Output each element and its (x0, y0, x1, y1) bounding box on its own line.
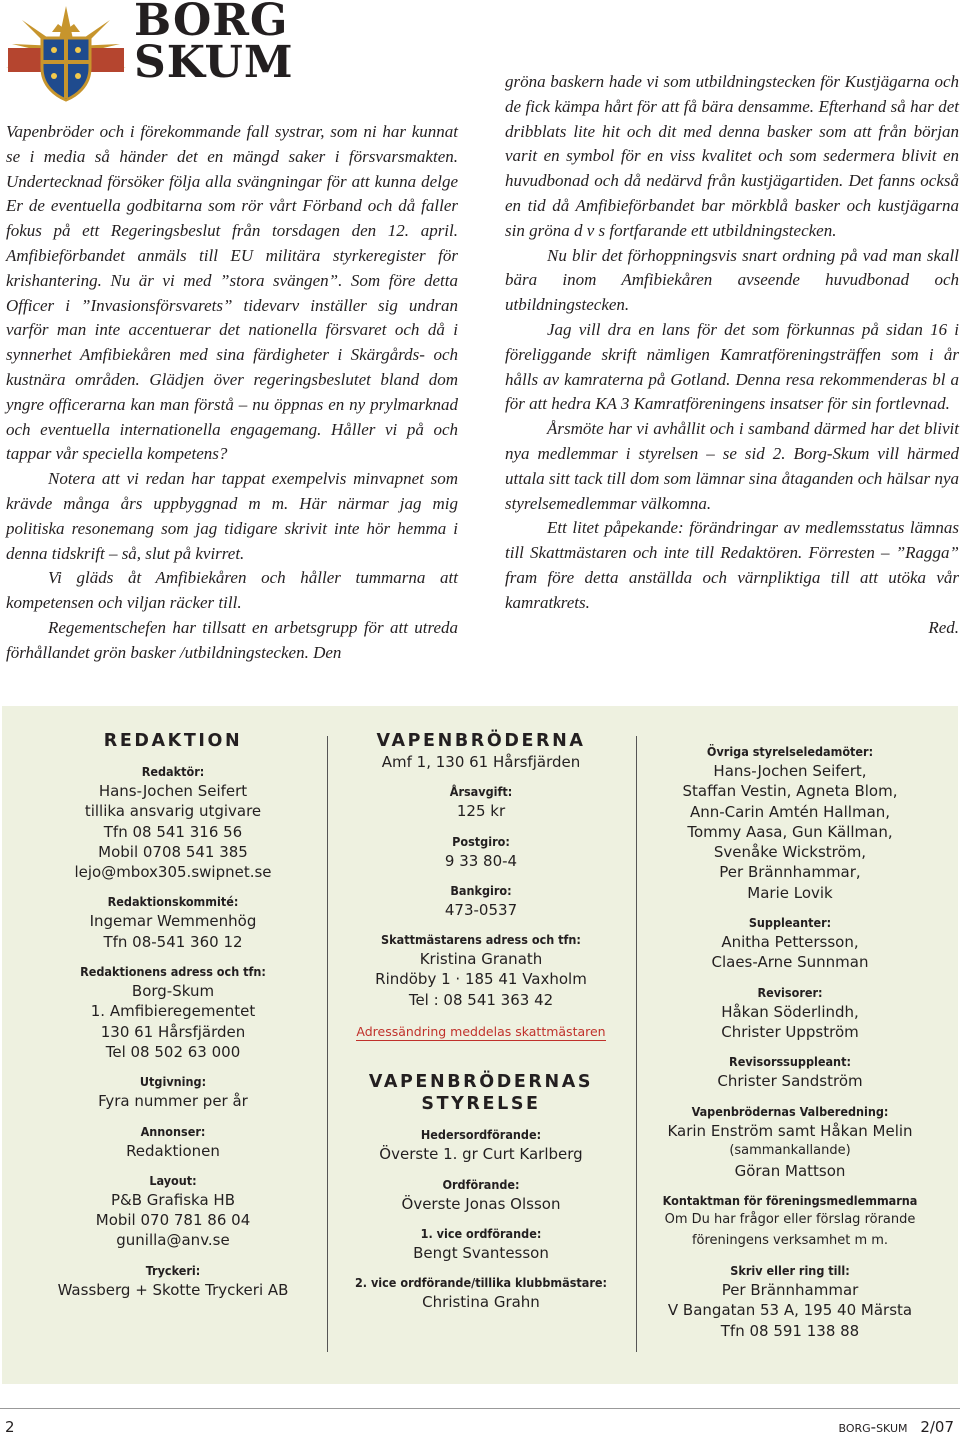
info-line: Bengt Svantesson (413, 1243, 549, 1262)
info-line: Tel 08 502 63 000 (105, 1042, 241, 1061)
vapenbroderna-heading: VAPENBRÖDERNA (376, 731, 586, 751)
right-column (505, 70, 959, 640)
redaktion-items (28, 762, 318, 1300)
info-line: Fyra nummer per år (98, 1092, 248, 1111)
info-line: Staffan Vestin, Agneta Blom, (682, 782, 898, 801)
info-label: Utgivning: (139, 1074, 207, 1090)
info-label: Övriga styrelseledamöter: (706, 744, 874, 759)
info-line: Borg-Skum (131, 982, 215, 1001)
info-label: Revisorssuppleant: (729, 1054, 851, 1070)
logo-line2: SKUM (134, 37, 294, 88)
info-line: 125 kr (456, 802, 506, 821)
info-label: Bankgiro: (450, 882, 512, 898)
redaktion-section (28, 730, 318, 1300)
info-label: Kontaktman för föreningsmedlemmarna (662, 1193, 918, 1209)
info-line: Christina Grahn (422, 1293, 540, 1312)
info-line: Per Brännhammar (721, 1281, 859, 1300)
info-label: Skattmästarens adress och tfn: (381, 932, 581, 948)
footer-rule (0, 1408, 960, 1409)
vapenbroderna-section (336, 730, 626, 1313)
info-line: Karin Enström samt Håkan Melin (667, 1121, 913, 1140)
info-line: V Bangatan 53 A, 195 40 Märsta (667, 1301, 913, 1320)
info-line: Tfn 08 591 138 88 (720, 1321, 860, 1340)
info-line: 1. Amfibieregementet (90, 1002, 256, 1021)
right-paragraph-2: Nu blir det förhoppningsvis snart ordning på vad man skall bära inom Amfibiekåren avseende huvudbonad och utbildningstecken. (505, 245, 959, 315)
logo (0, 0, 294, 100)
info-line: Hans-Jochen Seifert, (713, 762, 867, 780)
info-line: Claes-Arne Sunnman (711, 953, 869, 972)
info-line: Håkan Söderlindh, (721, 1002, 859, 1021)
info-line: Anitha Pettersson, (721, 933, 859, 952)
crest-icon (2, 4, 130, 102)
vapenbroderna-address: Amf 1, 130 61 Hårsfjärden (381, 753, 581, 771)
styrelse-heading-1: VAPENBRÖDERNAS (368, 1072, 594, 1093)
info-label: 1. vice ordförande: (420, 1225, 542, 1241)
info-label: Layout: (149, 1172, 197, 1188)
info-label: Postgiro: (452, 833, 510, 849)
column-divider (636, 736, 637, 1352)
info-line: Svenåke Wickström, (713, 843, 867, 862)
footer-issue: 2/07 (920, 1418, 954, 1436)
footer-title (838, 1418, 954, 1438)
ovriga-section (645, 732, 935, 1341)
info-label: Suppleanter: (748, 915, 832, 931)
info-label: 2. vice ordförande/tillika klubbmästare: (354, 1275, 608, 1291)
info-label: Redaktör: (141, 764, 205, 779)
info-label: Hedersordförande: (420, 1127, 542, 1143)
info-line: P&B Grafiska HB (111, 1190, 235, 1209)
info-line: Tel : 08 541 363 42 (408, 990, 554, 1009)
styrelse-heading-2: STYRELSE (421, 1094, 541, 1115)
left-paragraph-3: Vi gläds åt Amfibiekåren och håller tummarna att kompetensen och viljan räcker till. (6, 568, 458, 613)
left-paragraph-2: Notera att vi redan har tappat exempelvis minvapnet som krävde många års uppbyggnad m m. Här närmar jag mig politiska resonemang som jag tidigare skrivit inte hör hemma i denna tidskrift – så, slut på kvirret. (6, 469, 458, 563)
info-line: gunilla@anv.se (116, 1231, 230, 1250)
right-paragraph-4: Årsmöte har vi avhållit och i samband därmed har det blivit nya medlemmar i styrelsen – se sid 2. Borg-Skum vill härmed uttala sitt tack till dom som lämnar sina åtaganden och hälsar nya styrelsemedlemmar välkomna. (505, 419, 959, 513)
info-note: Om Du har frågor eller förslag rörande (664, 1212, 916, 1228)
info-line: Redaktionen (126, 1141, 220, 1160)
ovriga-items (645, 742, 935, 1341)
info-line: tillika ansvarig utgivare (84, 802, 262, 821)
right-paragraph-3: Jag vill dra en lans för det som förkunnas på sidan 16 i föreliggande skrift nämligen Kamratföreningsträffen som i år hålls av kamraterna på Gotland. Denna resa rekommenderas bl a för att hedra KA 3 Kamratföreningens insatser för sin fortlevnad. (505, 319, 959, 414)
info-line: Mobil 0708 541 385 (98, 842, 248, 861)
info-line: Christer Uppström (721, 1022, 859, 1041)
info-label: Vapenbrödernas Valberedning: (691, 1103, 889, 1119)
vapenbroderna-items (336, 782, 626, 1010)
signature: Red. (928, 617, 959, 637)
info-line: Överste 1. gr Curt Karlberg (379, 1145, 583, 1164)
info-label: Ordförande: (442, 1176, 520, 1192)
info-line: 9 33 80-4 (444, 851, 518, 870)
info-label: Tryckeri: (145, 1262, 201, 1278)
info-line: Ann-Carin Amtén Hallman, (689, 802, 891, 821)
left-paragraph-1: Vapenbröder och i förekommande fall systrar, som ni har kunnat se i media så händer det en mängd saker i försvarsmakten. Undertecknad försöker följa alla svängningar för att kunna delge Er de eventuella godbitarna som rör vårt Förband och då faller fokus på ett Regeringsbeslut från torsdagen den 12. april. Amfibieförbandet anmäls till EU militära styrkeregister för krishantering. Nu är vi med ”stora svängen”. Som före detta Officer i ”Invasionsförsvarets” tidevarv inställer sig undran varför man inte accentuerar det nationella försvaret och då i synnerhet Amfibiekåren med sina färdigheter i Skärgårds- och kustnära områden. Glädjen över regeringsbeslutet bland dom yngre officerarna kan man förstå – nu öppnas en ny prylmarknad och eventuella internationella engagemang. Håller vi på och tappar vår speciella kompetens? (6, 122, 458, 464)
redaktion-heading: REDAKTION (103, 731, 243, 751)
info-line: lejo@mbox305.swipnet.se (74, 863, 272, 882)
info-note: (sammankallande) (729, 1142, 851, 1158)
info-line: Hans-Jochen Seifert (98, 782, 248, 800)
info-label: Årsavgift: (449, 784, 513, 800)
left-paragraph-4: Regementschefen har tillsatt en arbetsgrupp för att utreda förhållandet grön basker /utbildningstecken. Den (6, 617, 458, 662)
info-line: Tfn 08-541 360 12 (103, 932, 243, 951)
logo-line1: BORG (134, 0, 289, 46)
info-label: Revisorer: (757, 984, 823, 1000)
page-number: 2 (5, 1418, 15, 1436)
info-line: Rindöby 1 · 185 41 Vaxholm (375, 970, 587, 989)
info-label: Annonser: (140, 1123, 206, 1139)
info-line: 130 61 Hårsfjärden (100, 1022, 246, 1041)
right-paragraph-1: gröna baskern hade vi som utbildningstecken för Kustjägarna och de fick kämpa hårt för att få bära densamme. Efterhand så har det dribblats lite hit och dit med denna basker som att från början varit en symbol för en viss kvalitet och som sedermera blivit en huvudbonad och då nedärvd från kustjägartiden. Det fanns också en tid då Amfibieförbandet bar mörkblå basker och kustjägarna sin gröna d v s fortfarande ett utbildningstecken. (505, 72, 959, 240)
column-divider (327, 736, 328, 1352)
info-label: Redaktionens adress och tfn: (80, 964, 266, 980)
info-line: Kristina Granath (419, 950, 543, 969)
info-line: Wassberg + Skotte Tryckeri AB (57, 1280, 289, 1299)
info-line: Överste Jonas Olsson (401, 1194, 561, 1213)
info-line: Christer Sandström (717, 1072, 863, 1091)
address-change-notice[interactable]: Adressändring meddelas skattmästaren (356, 1024, 606, 1040)
info-label: Redaktionskommité: (107, 894, 239, 910)
info-line: Tommy Aasa, Gun Källman, (687, 822, 893, 841)
info-line: Mobil 070 781 86 04 (95, 1211, 251, 1230)
info-label: Skriv eller ring till: (730, 1263, 850, 1279)
info-line: 473-0537 (444, 900, 518, 919)
info-line: Göran Mattson (734, 1162, 846, 1181)
info-line: Marie Lovik (747, 883, 833, 902)
info-note: föreningens verksamhet m m. (691, 1232, 889, 1248)
footer-publication: borg-skum (838, 1418, 908, 1436)
info-line: Ingemar Wemmenhög (89, 912, 257, 931)
info-line: Per Brännhammar, (719, 863, 861, 882)
logo-wordmark (134, 0, 294, 88)
right-paragraph-5: Ett litet påpekande: förändringar av medlemsstatus lämnas till Skattmästaren och inte till Redaktören. Förresten – ”Ragga” fram före detta anställda och värnpliktiga till att utöka vår kamratkrets. (505, 518, 959, 612)
info-line: Tfn 08 541 316 56 (103, 822, 243, 841)
styrelse-items (336, 1125, 626, 1312)
left-column (6, 120, 458, 666)
